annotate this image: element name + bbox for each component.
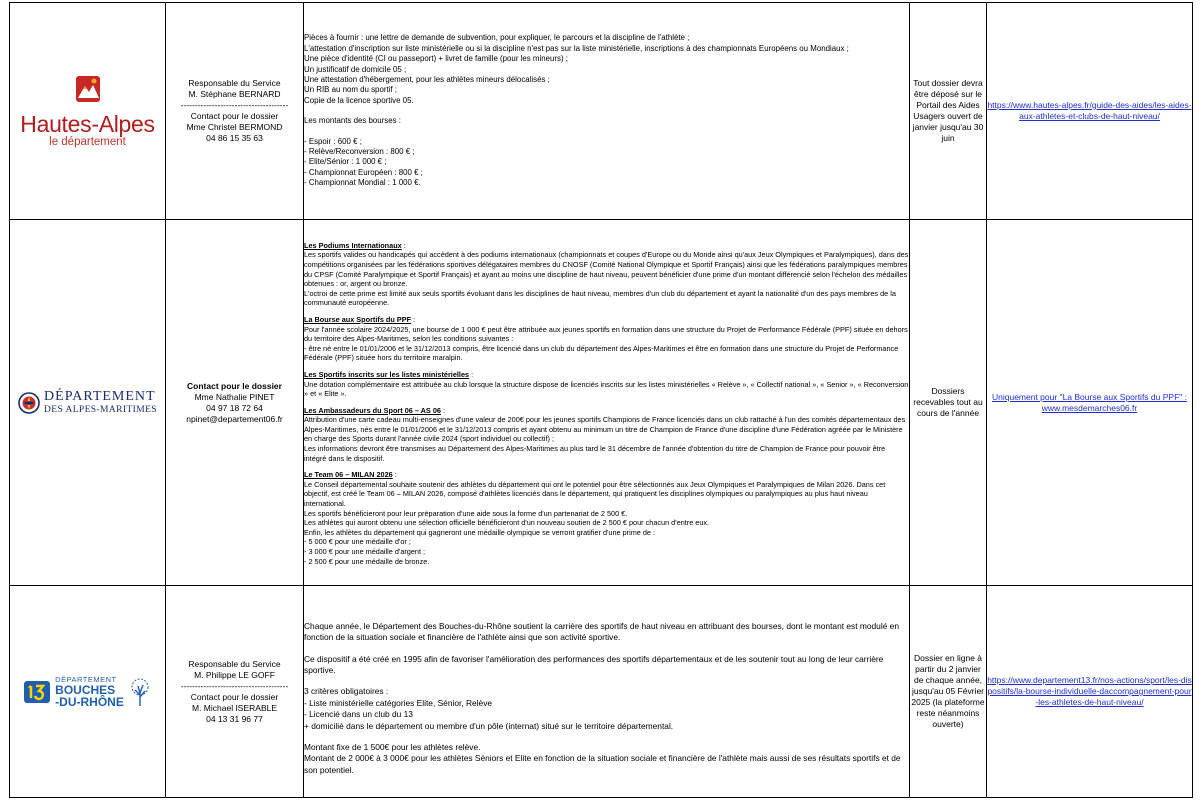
description-line: Montant de 2 000€ à 3 000€ pour les athlètes Séniors et Elite en fonction de la situation sociale et financière de l'athlète mais aussi de ses résultats sportifs et de son potentiel. [304, 753, 903, 775]
bouches-du-rhone-line1: BOUCHES [55, 683, 116, 697]
description-line: Ce dispositif a été créé en 1995 afin de favoriser l'amélioration des performances des sportifs départementaux et de les soutenir tout au long de leur carrière sportive. [304, 653, 886, 675]
contact-line: Contact pour le dossier [190, 111, 279, 121]
description-line: L'attestation d'inscription sur liste ministérielle ou si la discipline n'est pas sur la liste ministérielle, inscriptions à des championnats Européens ou Mondiaux ; [304, 43, 849, 53]
contact-separator: -------------------------------------- [180, 680, 289, 691]
description-line: Pièces à fournir : une lettre de demande de subvention, pour expliquer, le parcours et la discipline de l'athlète ; [304, 33, 690, 43]
description-line: - être né entre le 01/01/2006 et le 31/12/2013 compris, être licencié dans un club du département des Alpes-Maritimes et être en formation dans une structure du Projet de Performance Fédérale (PPF) située hors du territoire maralpin. [304, 343, 901, 363]
contact-separator: -------------------------------------- [180, 100, 289, 110]
description-line: Les athlètes qui auront obtenu une sélection officielle bénéficieront d'un nouveau soutien de 2 500 € pour chacun d'entre eux. [304, 518, 710, 528]
description-line: Enfin, les athlètes du département qui gagneront une médaille olympique se verront gratifier d'une prime de : [304, 527, 656, 537]
description-line: L'octroi de cette prime est limité aux seuls sportifs évoluant dans les disciplines de haut niveau, membres d'un club du département et ayant la nationalité d'un des pays membres de la communauté européenne. [304, 288, 898, 308]
description-line: - Liste ministérielle catégories Elite, Sénior, Relève [304, 697, 493, 708]
description-line: Les sportifs bénéficieront pour leur préparation d'une aide sous la forme d'un partenariat de 2 500 €. [304, 508, 628, 518]
section-podiums: Les Podiums Internationaux : [304, 240, 406, 250]
description-line: - Championnat Européen : 800 € ; [304, 167, 423, 177]
bouches-du-rhone-logo [10, 675, 165, 708]
tree-icon [128, 677, 152, 707]
alpes-maritimes-title: DÉPARTEMENT [44, 389, 156, 404]
contact-line: Responsable du Service [188, 658, 281, 669]
section-listes: Les Sportifs inscrits sur les listes ministérielles : [304, 369, 474, 379]
description-line: 3 critères obligatoires : [304, 686, 389, 697]
contact-cell [166, 220, 304, 586]
bouches-du-rhone-13-icon [23, 679, 51, 705]
table-row-bouches-du-rhone [10, 586, 1193, 798]
contact-line: M. Stéphane BERNARD [188, 89, 281, 99]
contact-cell [166, 3, 304, 220]
spacer [304, 676, 909, 686]
spacer [304, 127, 909, 137]
logo-cell [10, 3, 166, 220]
description-line: - Licencié dans un club du 13 [304, 709, 413, 720]
description-line: Attribution d'une carte cadeau multi-enseignes d'une valeur de 200€ pour les jeunes sportifs Champions de France licenciés dans un club rattaché à l'un des comités départementaux des Alpes-Maritimes, nés entre le 01/01/2006 et le 31/12/2013 compris et ayant obtenu au minimum un titre de Champion de France d'une discipline d'une Fédération agréée par le Ministère en charge des Sports durant l'année civile 2024 (sport individuel ou collectif) ; [304, 415, 907, 444]
spacer [304, 363, 909, 370]
section-heading: Les Podiums Internationaux [304, 240, 402, 250]
description-line: Une pièce d'identité (CI ou passeport) + livret de famille (pour les mineurs) ; [304, 54, 568, 64]
description-line: - 5 000 € pour une médaille d'or ; [304, 537, 411, 547]
hautes-alpes-emblem-icon [74, 74, 102, 106]
description-line: Les montants des bourses : [304, 116, 401, 126]
spacer [304, 732, 909, 742]
description-line: - Espoir : 600 € ; [304, 136, 362, 146]
bouches-du-rhone-line2: -DU-RHÔNE [55, 695, 124, 709]
mesdemarches06-link[interactable]: Uniquement pour "La Bourse aux Sportifs du PPF" : www.mesdemarches06.fr [991, 391, 1188, 413]
description-line: - Championnat Mondial : 1 000 €. [304, 178, 421, 188]
alpes-maritimes-crest-icon [18, 392, 40, 414]
departement13-link[interactable]: https://www.departement13.fr/nos-actions/sport/les-dispositifs/la-bourse-individuelle-daccompagnement-pour-les-athletes-de-haut-niveau/ [987, 675, 1192, 707]
description-line: - Relève/Reconversion : 800 € ; [304, 147, 415, 157]
link-cell [987, 586, 1193, 798]
description-line: Les sportifs valides ou handicapés qui accèdent à des podiums internationaux (championnats et coupes d'Europe ou du Monde ainsi qu'aux Jeux Olympiques et Paralympiques), dans des compétitions organisées par les fédérations sportives délégataires membres du CNOSF (Comité National Olympique et Sportif Français) ainsi que les fédérations paralympiques membres du CPSF (Comité Paralympique et Sportif Français) et ayant au moins une discipline de haut niveau, peuvent bénéficier d'une prime d'un montant différencié selon l'échelon des médailles obtenues : or, argent ou bronze. [304, 250, 911, 289]
spacer [304, 644, 909, 654]
description-line: Une attestation d'hébergement, pour les athlètes mineurs délocalisés ; [304, 74, 550, 84]
contact-line: Mme Christel BERMOND [186, 122, 283, 132]
deadline-cell: Tout dossier devra être déposé sur le Portail des Aides Usagers ouvert de janvier jusqu'au 30 juin [910, 3, 987, 220]
description-line: Copie de la licence sportive 05. [304, 95, 414, 105]
description-line: - Elite/Sénior : 1 000 € ; [304, 157, 387, 167]
deadline-cell: Dossiers recevables tout au cours de l'année [910, 220, 987, 586]
spacer [304, 308, 909, 315]
description-line: Montant fixe de 1 500€ pour les athlètes relève. [304, 742, 481, 753]
deadline-cell: Dossier en ligne à partir du 2 janvier de chaque année, jusqu'au 05 Février 2025 (la plateforme reste néanmoins ouverte) [910, 586, 987, 798]
description-line: Pour l'année scolaire 2024/2025, une bourse de 1 000 € peut être attribuée aux jeunes sportifs en formation dans une structure du Projet de Performance Fédérale (PPF) située en dehors du territoire des Alpes-Maritimes, selon les conditions suivantes : [304, 324, 910, 344]
hautes-alpes-subtitle: le département [49, 136, 126, 148]
hautes-alpes-wordmark: Hautes-Alpes [20, 111, 155, 137]
contact-email: npinet@departement06.fr [186, 413, 283, 424]
section-bourse-ppf: La Bourse aux Sportifs du PPF : [304, 314, 416, 324]
contact-phone: 04 97 18 72 64 [206, 402, 263, 413]
description-line: + domicilié dans le département ou membre d'un pôle (internat) situé sur le territoire départemental. [304, 720, 674, 731]
link-cell [987, 220, 1193, 586]
description-cell [304, 220, 910, 586]
section-team06: Le Team 06 – MILAN 2026 : [304, 470, 397, 480]
contact-phone: 04 86 15 35 63 [206, 133, 263, 143]
contact-line: M. Philippe LE GOFF [194, 669, 275, 680]
section-heading: Les Ambassadeurs du Sport 06 – AS 06 [304, 405, 441, 415]
description-line: - 2 500 € pour une médaille de bronze. [304, 556, 430, 566]
alpes-maritimes-subtitle: DES ALPES-MARITIMES [44, 405, 157, 415]
section-heading: Les Sportifs inscrits sur les listes ministérielles [304, 369, 470, 379]
aid-table [9, 2, 1193, 798]
section-heading: La Bourse aux Sportifs du PPF [304, 314, 412, 324]
spacer [304, 106, 909, 116]
logo-cell [10, 586, 166, 798]
section-ambassadeurs: Les Ambassadeurs du Sport 06 – AS 06 : [304, 405, 445, 415]
section-heading: Le Team 06 – MILAN 2026 [304, 470, 393, 480]
table-row-alpes-maritimes [10, 220, 1193, 586]
contact-line: Contact pour le dossier [190, 691, 279, 702]
description-line: Une dotation complémentaire est attribuée au club lorsque la structure dispose de licenciés inscrits sur les listes ministérielles « Relève », « Collectif national », « Senior », « Reconversion » et « Elite ». [304, 379, 911, 399]
contact-phone: 04 13 31 96 77 [206, 713, 263, 724]
contact-line: Responsable du Service [188, 78, 281, 88]
description-line: Le Conseil départemental souhaite soutenir des athlètes du département qui ont le potentiel pour être sélectionnés aux Jeux Olympiques et Paralympiques de Milan 2026. Dans cet objectif, est créé le Team 06 – MILAN 2026, composé d'athlètes licenciés dans le département, qui pratiquent les disciplines olympiques ou paralympiques au plus haut niveau international. [304, 479, 888, 509]
description-cell [304, 586, 910, 798]
description-cell [304, 3, 910, 220]
hautes-alpes-logo [10, 74, 165, 148]
spacer [304, 399, 909, 406]
hautes-alpes-link[interactable]: https://www.hautes-alpes.fr/guide-des-aides/les-aides-aux-athletes-et-clubs-de-haut-niveau/ [987, 100, 1192, 121]
contact-line: M. Michael ISERABLE [191, 702, 278, 713]
spacer [304, 463, 909, 470]
link-cell [987, 3, 1193, 220]
description-line: Un justificatif de domicile 05 ; [304, 64, 407, 74]
description-line: Les informations devront être transmises au Département des Alpes-Maritimes au plus tard le 31 décembre de l'année d'obtention du titre de Champion de France pour pouvoir être intégré dans le dispositif. [304, 444, 888, 463]
description-line: - 3 000 € pour une médaille d'argent ; [304, 547, 426, 557]
description-line: Chaque année, le Département des Bouches-du-Rhône soutient la carrière des sportifs de haut niveau en attribuant des bourses, dont le montant est modulé en fonction de la situation sociale et financière de l'athlète ainsi que son activité sportive. [304, 620, 902, 643]
bouches-du-rhone-small-title: DÉPARTEMENT [55, 675, 117, 684]
description-line: Un RIB au nom du sportif ; [304, 85, 397, 95]
contact-line: Mme Nathalie PINET [194, 391, 275, 402]
logo-cell [10, 220, 166, 586]
contact-title: Contact pour le dossier [187, 380, 282, 391]
table-row-hautes-alpes [10, 3, 1193, 220]
contact-cell [166, 586, 304, 798]
alpes-maritimes-logo [10, 389, 165, 416]
